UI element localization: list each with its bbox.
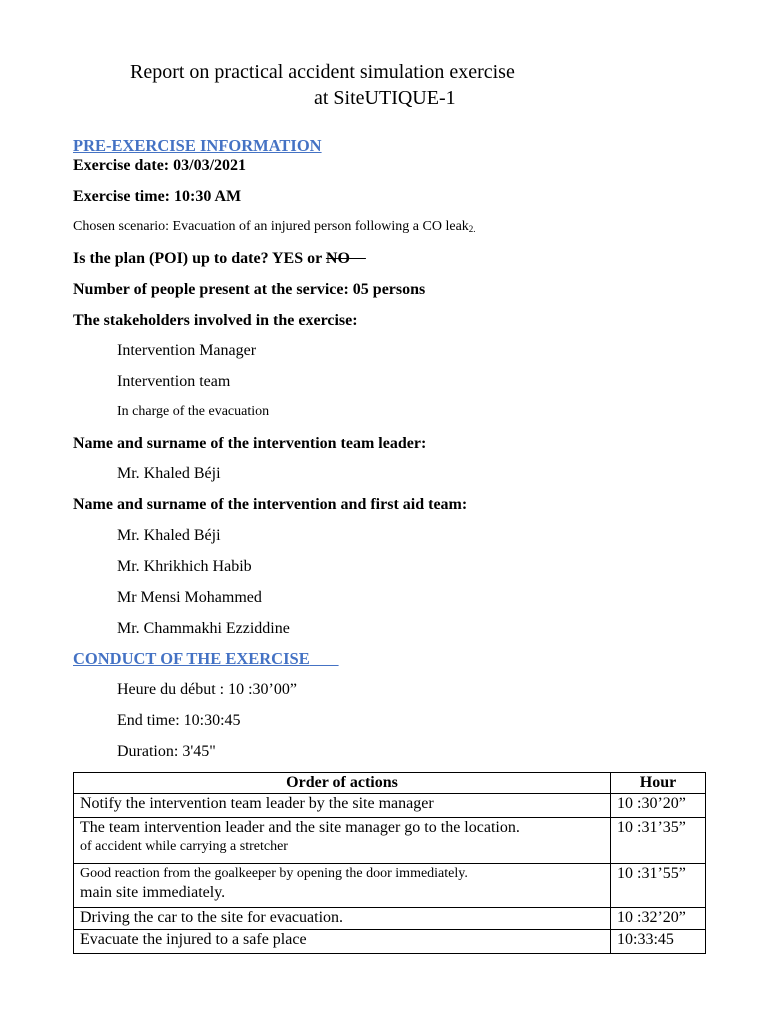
team-leader-name: Mr. Khaled Béji — [117, 465, 221, 482]
hour-cell: 10 :31’35” — [611, 818, 706, 864]
table-row — [74, 930, 706, 954]
chosen-scenario — [73, 219, 476, 235]
stakeholders-label: The stakeholders involved in the exercise: — [73, 312, 358, 329]
action-line-2: of accident while carrying a stretcher — [80, 839, 288, 854]
team-member: Mr. Khrikhich Habib — [117, 558, 252, 575]
action-cell: Notify the intervention team leader by the site manager — [74, 794, 611, 818]
action-cell: Driving the car to the site for evacuation. — [74, 908, 611, 930]
report-title-line-2: at SiteUTIQUE-1 — [314, 87, 456, 109]
action-cell — [74, 864, 611, 908]
team-member: Mr Mensi Mohammed — [117, 589, 262, 606]
duration: Duration: 3'45" — [117, 743, 216, 760]
action-line-2: main site immediately. — [80, 884, 226, 901]
team-member: Mr. Chammakhi Ezziddine — [117, 620, 290, 637]
action-cell — [74, 818, 611, 864]
table-header-row — [74, 773, 706, 794]
action-cell: Evacuate the injured to a safe place — [74, 930, 611, 954]
pre-exercise-heading: PRE-EXERCISE INFORMATION — [73, 136, 322, 155]
scenario-subscript: 2. — [468, 224, 476, 234]
stakeholder-item: Intervention Manager — [117, 342, 257, 359]
team-member: Mr. Khaled Béji — [117, 527, 221, 544]
header-hour: Hour — [611, 773, 706, 794]
scenario-text: Chosen scenario: Evacuation of an injured person following a CO leak — [73, 219, 469, 234]
plan-question-text: Is the plan (POI) up to date? YES or — [73, 250, 326, 267]
conduct-heading-text: CONDUCT OF THE EXERCISE — [73, 649, 310, 668]
stakeholder-item: In charge of the evacuation — [117, 404, 270, 419]
action-line-1: The team intervention leader and the site manager go to the location. — [80, 819, 520, 836]
end-time: End time: 10:30:45 — [117, 712, 241, 729]
team-leader-label: Name and surname of the intervention team leader: — [73, 435, 427, 452]
header-order-of-actions: Order of actions — [74, 773, 611, 794]
table-row — [74, 794, 706, 818]
plan-no-struck: NO — [325, 250, 350, 267]
action-line-1: Good reaction from the goalkeeper by opening the door immediately. — [80, 866, 468, 881]
exercise-time: Exercise time: 10:30 AM — [73, 188, 242, 205]
heading-underline-tail — [310, 649, 339, 668]
people-present: Number of people present at the service: 05 persons — [73, 281, 426, 298]
table-row — [74, 864, 706, 908]
conduct-heading — [73, 649, 339, 669]
hour-cell: 10 :31’55” — [611, 864, 706, 908]
actions-table — [73, 772, 706, 954]
hour-cell: 10 :32’20” — [611, 908, 706, 930]
table-row — [74, 908, 706, 930]
first-aid-team-label: Name and surname of the intervention and first aid team: — [73, 496, 468, 513]
exercise-date: Exercise date: 03/03/2021 — [73, 157, 247, 174]
plan-question — [73, 250, 366, 268]
stakeholder-item: Intervention team — [117, 373, 231, 390]
table-row — [74, 818, 706, 864]
start-time: Heure du début : 10 :30’00” — [117, 681, 297, 698]
hour-cell: 10:33:45 — [611, 930, 706, 954]
report-title-line-1: Report on practical accident simulation exercise — [130, 61, 515, 83]
hour-cell: 10 :30’20” — [611, 794, 706, 818]
strike-tail — [350, 250, 366, 267]
